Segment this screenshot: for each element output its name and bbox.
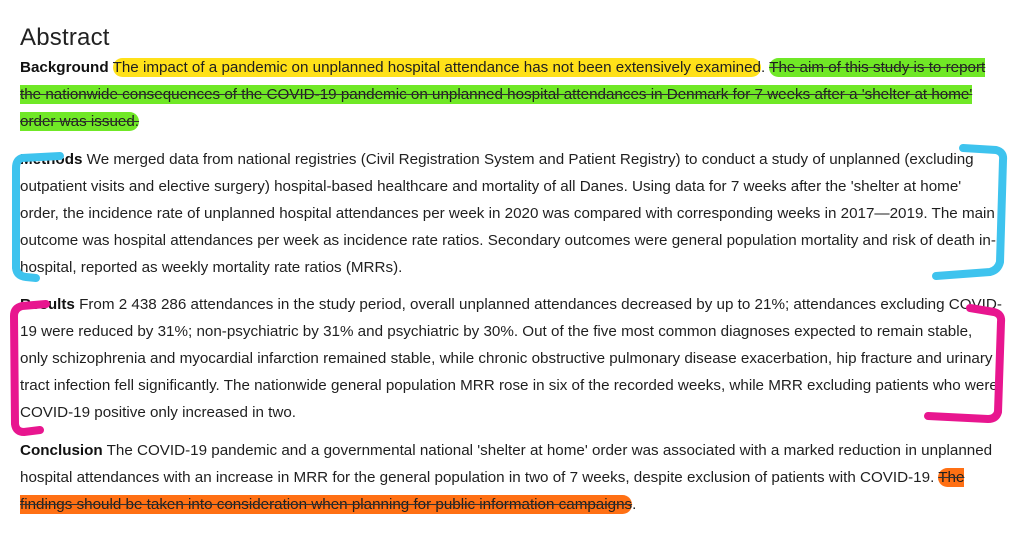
background-yellow-highlight: The impact of a pandemic on unplanned hospital attendance has not been extensively examined <box>112 59 761 76</box>
conclusion-paragraph <box>20 437 1002 518</box>
background-separator: . <box>761 59 770 76</box>
background-paragraph <box>20 54 1002 135</box>
results-text: From 2 438 286 attendances in the study period, overall unplanned attendances decreased by up to 21%; attendances excluding COVID-19 were reduced by 31%; non-psychiatric by 31% and psychiatric by 30%. Out of the five most common diagnoses expected to remain stable, only schizophrenia and myocardial infarction remained stable, while chronic obstructive pulmonary disease exacerbation, hip fracture and urinary tract infection fell significantly. The nationwide general population MRR rose in six of the recorded weeks, while MRR excluding patients who were COVID-19 positive only increased in two. <box>20 296 1002 421</box>
background-green-highlight: The aim of this study is to report the nationwide consequences of the COVID-19 pandemic on unplanned hospital attendances in Denmark for 7 weeks after a 'shelter at home' order was issued. <box>20 59 986 130</box>
conclusion-end: . <box>632 496 637 513</box>
conclusion-label: Conclusion <box>20 442 103 459</box>
results-paragraph <box>20 291 1002 426</box>
conclusion-orange-highlight: The findings should be taken into consideration when planning for public information campaigns <box>20 469 965 513</box>
methods-label: Methods <box>20 151 83 168</box>
methods-paragraph <box>20 146 1002 281</box>
methods-text: We merged data from national registries (Civil Registration System and Patient Registry) to conduct a study of unplanned (excluding outpatient visits and elective surgery) hospital-based healthcare and mortality of all Danes. Using data for 7 weeks after the 'shelter at home' order, the incidence rate of unplanned hospital attendances per week in 2020 was compared with corresponding weeks in 2017—2019. The main outcome was hospital attendances per week as incidence rate ratios. Secondary outcomes were general population mortality and risk of death in-hospital, reported as weekly mortality rate ratios (MRRs). <box>20 151 996 276</box>
abstract-heading: Abstract <box>20 24 110 51</box>
conclusion-text: The COVID-19 pandemic and a governmental national 'shelter at home' order was associated with a marked reduction in unplanned hospital attendances with an increase in MRR for the general population in two of 7 weeks, despite exclusion of patients with COVID-19. <box>20 442 993 486</box>
results-label: Results <box>20 296 75 313</box>
background-label: Background <box>20 59 109 76</box>
